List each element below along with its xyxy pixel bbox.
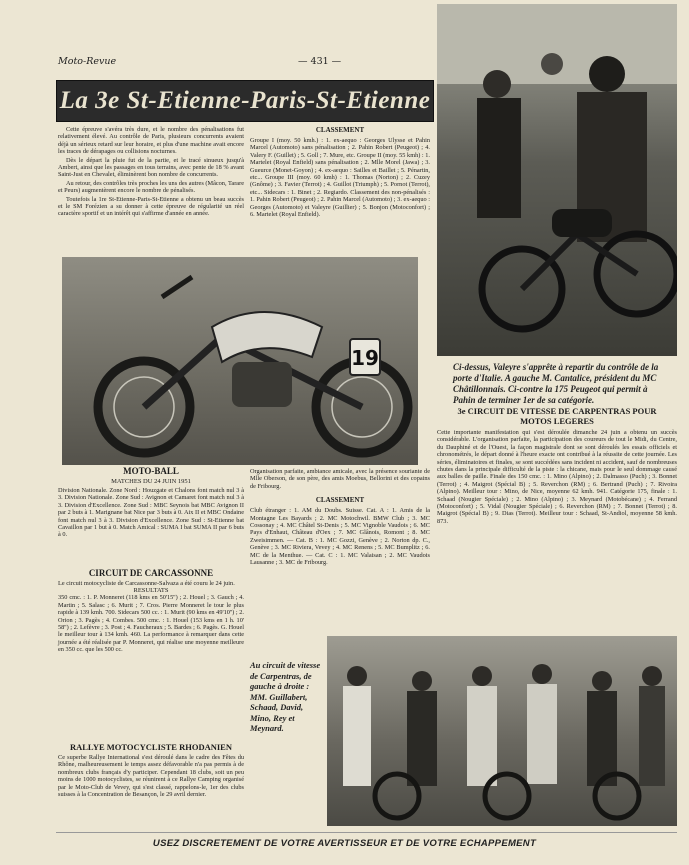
carcassonne-section [58,568,244,654]
rallye-continued-text: Organisation parfaite, ambiance amicale, avec la présence souriante de Mlle Oberson, de son père, des amis Moebus, Bellorini et des copains de Fribourg. [250,468,430,490]
photo-caption-bottom: Au circuit de vitesse de Carpentras, de gauche à droite : MM. Guillabert, Schaad, David, Mino, Rey et Meynard. [250,660,321,733]
middle-classement-text: Club étranger : 1. AM du Doubs. Suisse. Cat. A : 1. Amis de la Montagne Les Bayards ; 2. MC Motochwil. BMW Club ; 3. MC Cossonay ; 4. MC Châtel St-Denis ; 5. MC Vignoble Vaudois ; 6. MC Pays d'Enhaut, Château d'Oex ; 7. MC Glânois, Romont ; 8. MC Zweisimmen. — Cat. B : 1. MC Gozzi, Genève ; 2. Norton dp. C., Genève ; 3. MC Riviera, Vevey ; 4. MC Renens ; 5. MC Bumplitz ; 6. MC de la Menthue. — Cat. C : 1. MC Valaisan ; 2. MC Vaudois Lausanne ; 3. MC de Fribourg. [250,507,430,567]
carpentras-title: 3e CIRCUIT DE VITESSE DE CARPENTRAS POUR MOTOS LEGERES [457,406,657,426]
riders-group-illustration [327,636,677,826]
moto-ball-date: MATCHES DU 24 JUIN 1951 [111,478,191,485]
carcassonne-title: CIRCUIT DE CARCASSONNE [88,568,214,578]
classement-text: Groupe I (moy. 50 kmh.) : 1. ex-aequo : Georges Ulysse et Pahin Marcel (Automoto) sans pénalisation ; 2. Pahin Robert (Peugeot) ; 4. Valery F. (Guillet) ; 5. Goll ; 7. Mure, etc. Groupe II (moy. 55 kmh) : 1. Martelet (Royal Enfield) sans pénalisation ; 2. Mlle Morel (Jawa) ; 3. Gueurce (Monet-Goyon) ; 4. ex-aequo : Sailles et Baillet ; 5. Pénartin, etc... Groupe III (moy. 60 kmh) : 1. Thomas (Norton) ; 2. Cuzey (Gnôme) ; 3. Favier (Terrot) ; 4. Guillot (Triumph) ; 5. Pornot (Terrot), etc... Sidecars : 1. Binet ; 2. Regiardo. Classement des non-pénalisés : 1. Pahin Robert (Peugeot) ; 2. Pahin Marcel (Automoto) ; 3. ex-aequo : Georges (Automoto) et Valeyre (Guillier) ; 5. Bonjon (Motoconfort) ; 6. Martelet (Royal Enfield). [250,137,430,219]
page-number: — 431 — [298,56,342,67]
footer-slogan: USEZ DISCRETEMENT DE VOTRE AVERTISSEUR ET DE VOTRE ECHAPPEMENT [152,838,537,849]
intro-paragraph: Dès le départ la pluie fut de la partie, et le tracé sinueux jusqu'à Ambert, ainsi que les passages en tous terrains, avec pente de 18 % avant Saint-Just en Chevalet, éliminèrent bon nombre de concurrents. [58,156,244,179]
motorcycle-photo-illustration [437,4,677,356]
photo-valeyre [437,4,677,356]
footer-rule [56,832,677,833]
carpentras-section [437,406,677,525]
intro-paragraph: Toutefois la 1re St-Etienne-Paris-St-Etienne a obtenu un beau succès et le SM Forézien a su donner à cette épreuve de régularité un réel caractère sportif et un intérêt qui s'affirme d'année en année. [58,195,244,218]
photo-peugeot-175 [62,257,418,465]
race-plate-number: 19 [351,346,379,370]
middle-classement-heading: CLASSEMENT [315,496,365,505]
photo-caption-right: Ci-dessus, Valeyre s'apprête à repartir du contrôle de la porte d'Italie. A gauche M. Cantalice, président du MC Châtillonnais. Ci-contre la 175 Peugeot qui permit à Pahin de terminer 1er de sa catégorie. [453,362,659,405]
rallye-text: Ce superbe Rallye International s'est déroulé dans le cadre des Fêtes du Rhône, malheureusement le temps assez défavorable n'a pas permis à de nombreux clubs français d'y participer. Cependant 18 clubs, soit un peu moins de 1000 motocyclistes, se réunirent à ce Rallye Camping organisé par le Moto-Club de Vevey, qui s'est classé, rappelons-le, 1er des clubs suisses à la Concentration de Besançon, le 29 avril dernier. [58,754,244,799]
rallye-title: RALLYE MOTOCYCLISTE RHODANIEN [69,742,232,752]
publication-name: Moto-Revue [58,56,117,67]
carcassonne-intro: Le circuit motocycliste de Carcassonne-Salvaza a été couru le 24 juin. [58,580,235,587]
classement-heading: CLASSEMENT [315,126,365,134]
carpentras-text: Cette importante manifestation qui s'est déroulée dimanche 24 juin a obtenu un succès considérable. L'organisation parfaite, la participation des coureurs de tout le Midi, du Centre, du Dauphiné et de l'Ouest, la façon magistrale dont se sont déroulés les essais officiels et chronométrés, le départ donné à l'heure exacte ont contribué à la réussite de cette journée. Les séries, éliminatoires et finales, se sont succédées sans incident ni accident, sauf de nombreuses chutes dans la principale difficulté de la piste : la chicane, mais pour le seul dommage causé aux balles de paille. Finale des 150 cmc. : 1. Mino (Alpino) ; 2. Dalmasso (Puch) ; 3. Bonnet (Terrot) ; 4. Maigrot (Spécial B) ; 5. Reverchon (RM) ; 6. Bertrand (Puch) ; 7. Rivoira (Alpino). Meilleur tour : Mino, de Nice, moyenne 62 kmh. 941. Catégorie 175, finale : 1. Schaad (Nougier Spéciale) ; 2. Mino (Alpino) ; 3. Meynard (Motobécane) ; 4. Ferrand (Motoconfort) ; 5. Vidal (Nougier Spéciale) ; 6. Reverchon (RM) ; 7. Bonnet (Terrot) ; 8. Maigrot (Spécial B) ; 9. Dias (Terrot). Meilleur tour : Schaad, St-Andiol, moyenne 58 kmh. 873. [437,429,677,525]
carcassonne-results-heading: RESULTATS [133,587,169,595]
moto-ball-title: MOTO-BALL [123,466,179,476]
intro-paragraph: Au retour, des contrôles très proches les uns des autres (Mâcon, Tarare et Peurs) augmentèrent encore le nombre de pénalisés. [58,179,244,195]
page-header [58,56,428,72]
photo-carpentras-riders [327,636,677,826]
classement-top [250,126,430,218]
moto-ball-text: Division Nationale. Zone Nord : Houzgate et Chalons font match nul 3 à 3. Division Nationale. Zone Sud : Avignon et Camaret font match nul 3 à 3. Division d'Excellence. Zone Sud : MBC Seynois bat MBC Avignon II par 2 buts à 1. Marignane bat Nice par 3 buts à 0. Aix II et MBC Ondaine font match nul 3 à 3. Division d'Excellence. Zone Sud : St-Etienne bat Cavaillon par 1 but à 0. Match Amical : SUMA I bat SUMA II par 6 buts à 0. [58,487,244,539]
intro-text [58,126,244,219]
moto-ball-section [58,466,244,539]
article-title-banner [56,80,434,122]
middle-column [250,468,430,566]
peugeot-motorcycle-illustration [62,257,418,465]
intro-paragraph: Cette épreuve s'avéra très dure, et le nombre des pénalisations fut relativement élevé. Au contrôle de Paris, plusieurs concurrents avaient déjà un sérieux retard sur leur horaire, et plus d'une machine avait encore les traces de dérapages ou collisions nocturnes. [58,126,244,156]
rallye-section [58,742,244,798]
carcassonne-text: 350 cmc. : 1. P. Monneret (118 kms en 50'15'') ; 2. Houel ; 3. Gauch ; 4. Martin ; 5. Salasc ; 6. Murit ; 7. Cros. Pierre Monneret le tour le plus rapide à 139 kmh. 700. Sidecars 500 cc. : 1. Murit (90 kms en 49'10'') ; 2. Orion ; 3. Pagès ; 4. Combes. 500 cmc. : 1. Houel (153 kms en 1 h. 10' 58'') ; 2. Lefèvre ; 3. Post ; 4. Faucheraux ; 5. Bardes ; 6. Pagès. G. Houel le meilleur tour à 134 kmh. 460. La performance à remarquer dans cette journée a été réalisée par P. Monneret, qui réalise une moyenne meilleure en 350 cc. que les 500 cc. [58,594,244,654]
article-title: La 3e St-Etienne-Paris-St-Etienne [59,87,431,114]
